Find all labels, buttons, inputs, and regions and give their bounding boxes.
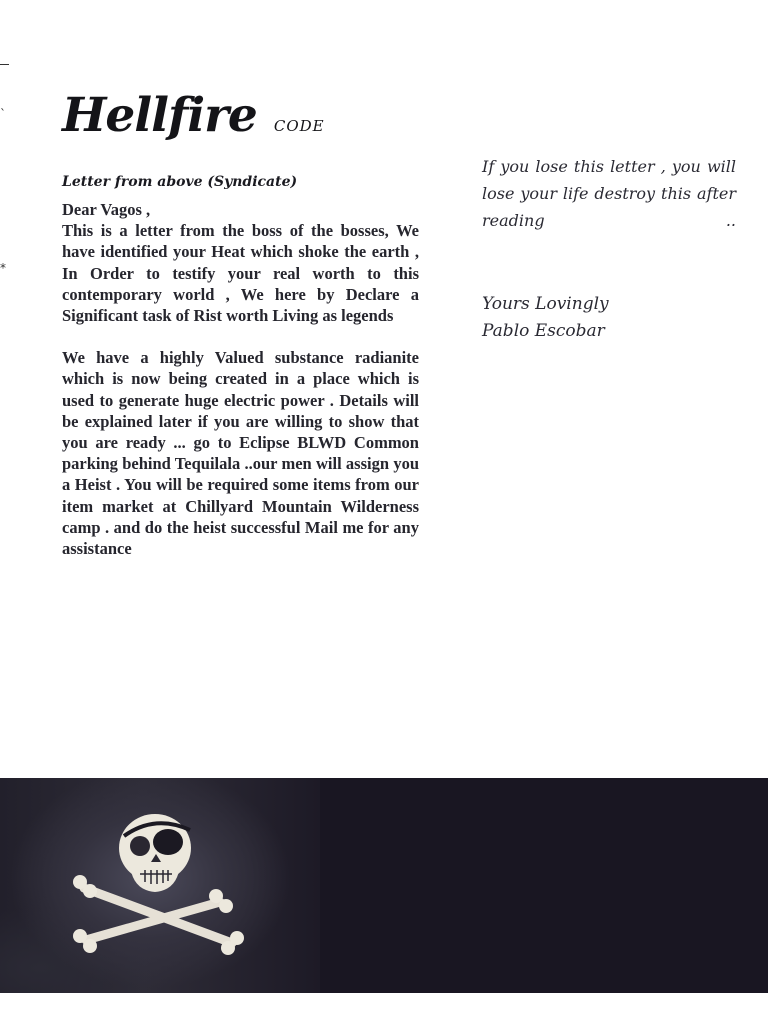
jolly-roger-pirate-flag-icon <box>0 778 320 993</box>
signoff-signature: Pablo Escobar <box>482 321 605 341</box>
letter-subheading: Letter from above (Syndicate) <box>62 174 298 190</box>
letter-paragraph-2: We have a highly Valued substance radianite which is now being created in a place which is used to generate huge electric power . Details will be explained later if you are willing to show that you are ready ... go to Eclipse BLWD Common parking behind Tequilala ..our men will assign you a Heist . You will be required some items from our item market at Chillyard Mountain Wilderness camp . and do the heist successful Mail me for any assistance <box>62 348 419 559</box>
margin-dash-mark <box>0 64 9 65</box>
bottom-banner <box>0 778 768 993</box>
title-main: Hellfire <box>62 88 257 143</box>
margin-tick-mark: ` <box>0 107 6 121</box>
margin-star-mark: * <box>0 261 6 275</box>
title-suffix: CODE <box>273 117 325 135</box>
letter-body <box>62 199 419 559</box>
signoff-closing: Yours Lovingly <box>482 294 609 314</box>
letter-paragraph-1: This is a letter from the boss of the bosses, We have identified your Heat which shoke the earth , In Order to testify your real worth to this contemporary world , We here by Declare a Significant task of Rist worth Living as legends <box>62 221 419 326</box>
page-title <box>62 88 325 143</box>
warning-note: If you lose this letter , you will lose your life destroy this after reading .. <box>482 157 736 230</box>
signoff <box>482 291 609 345</box>
letter-greeting: Dear Vagos , <box>62 200 151 219</box>
